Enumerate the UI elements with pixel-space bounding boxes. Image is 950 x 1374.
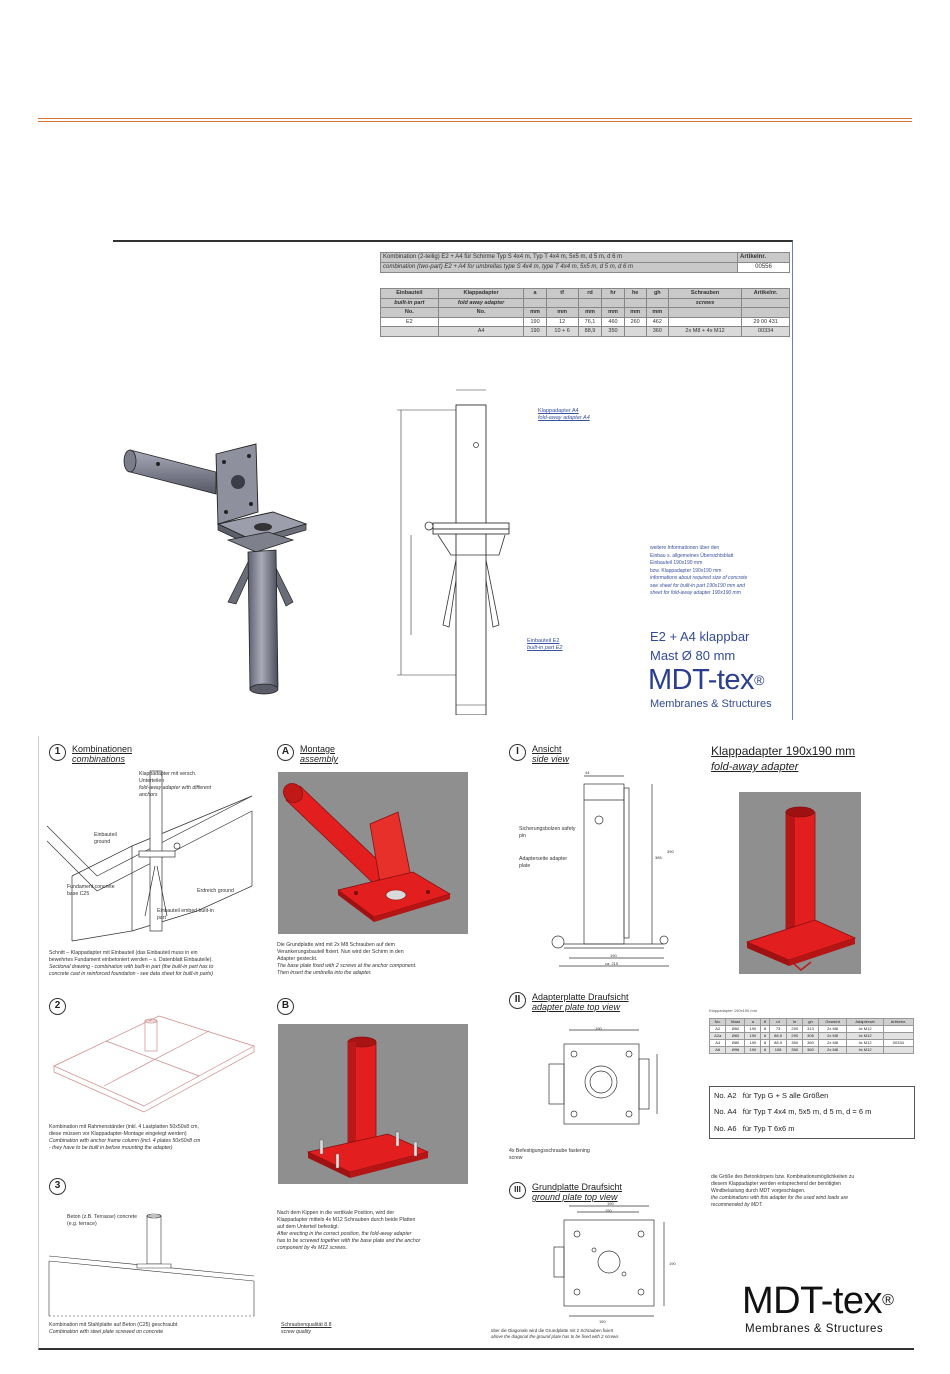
logo-subtitle: Membranes & Structures — [650, 698, 772, 710]
cell: 2x M8 — [818, 1033, 846, 1040]
label-adapter-en: fold-away adapter A4 — [538, 415, 590, 421]
order-art-label: Artikelnr. — [738, 253, 790, 263]
mdt-tex-logo — [742, 1281, 893, 1321]
cell: 2x M8 — [818, 1047, 846, 1054]
section-title-en: combinations — [72, 754, 126, 764]
th-unit: mm — [546, 308, 578, 318]
cell: 76,1 — [578, 317, 602, 327]
red-adapter-tilted — [278, 772, 468, 934]
section-title-en: adapter plate top view — [532, 1002, 621, 1012]
cell — [438, 317, 524, 327]
logo-reg: ® — [882, 1292, 894, 1309]
variant-no: No. A2 — [714, 1091, 737, 1100]
side-view-drawing — [544, 770, 694, 970]
cell: 260 — [624, 317, 646, 327]
th: tf — [761, 1019, 770, 1026]
dim: 190 — [669, 1261, 676, 1266]
cell: A4 — [710, 1040, 726, 1047]
th: he — [624, 289, 646, 299]
screw-quality-note — [281, 1322, 381, 1336]
variant-text: für Typ T 4x4 m, 5x5 m, d 5 m, d = 6 m — [742, 1107, 872, 1116]
cell: 73 — [769, 1026, 787, 1033]
callout-erdreich: Erdreich ground — [197, 888, 234, 894]
info-line: weitere Informationen über den — [650, 545, 720, 551]
assembly-render-b — [278, 1024, 468, 1184]
cell: 360 — [803, 1047, 819, 1054]
note-line: Windbelastung durch MDT vorgeschlagen. — [711, 1188, 806, 1194]
section-side-view — [509, 744, 569, 764]
variant-row — [714, 1107, 871, 1116]
note-line: die Größe des Betonkörpers bzw. Kombinationsmöglichkeiten zu — [711, 1174, 855, 1180]
caption-line: über die Diagonale wird die Grundplatte mit 2 Schrauben fixiert — [491, 1328, 614, 1333]
callout-adapter-plate: Adapterseite adapter plate — [519, 856, 568, 869]
table-row — [710, 1033, 914, 1040]
caption-line-en: Sectional drawing - combination with built-in part (the built-in part has to — [49, 964, 214, 970]
th: hr — [787, 1019, 803, 1026]
dim: 190 — [595, 1026, 602, 1031]
table-row — [381, 317, 790, 327]
section-number: 3 — [49, 1178, 66, 1195]
label-builtin-e2 — [527, 638, 562, 652]
th-en: built-in part — [381, 298, 439, 308]
cell: 360 — [803, 1040, 819, 1047]
section-title-de: Ansicht — [532, 744, 562, 754]
cell — [883, 1047, 913, 1054]
callout-fundament: Fundament concrete base C25 — [67, 884, 115, 897]
parts-table — [380, 288, 790, 337]
callout-safety-pin: Sicherungsbolzen safety pin — [519, 826, 576, 839]
label-builtin-en: built-in part E2 — [527, 645, 563, 651]
caption-line: Schnitt – Klappadapter mit Einbauteil (das Einbauteil muss in ein — [49, 950, 198, 956]
cell: 462 — [646, 317, 668, 327]
th: rd — [769, 1019, 787, 1026]
section-roman: III — [509, 1182, 526, 1199]
cell: 290 — [787, 1026, 803, 1033]
caption-line: Die Grundplatte wird mit 2x M8 Schrauben auf dem — [277, 942, 395, 948]
klappadapter-title: Klappadapter 190x190 mm — [711, 744, 856, 758]
section2-caption — [49, 1124, 274, 1152]
cell: 350 — [787, 1047, 803, 1054]
datasheet-fold-away-adapter — [38, 736, 914, 1350]
frame-plates-drawing — [49, 1006, 259, 1116]
table-row — [381, 327, 790, 337]
dim: ca. 215 — [605, 961, 619, 966]
cell — [381, 327, 439, 337]
assembly-render-a — [278, 772, 468, 934]
th: hr — [602, 289, 624, 299]
cell: 350 — [787, 1040, 803, 1047]
dim: 190 — [607, 1201, 614, 1206]
technical-side-view — [381, 375, 521, 715]
caption-line: auf dem Unterteil befestigt. — [277, 1224, 339, 1230]
section-combinations — [49, 744, 132, 764]
th-en: fold away adapter — [438, 298, 524, 308]
cell: 190 — [745, 1033, 761, 1040]
section-title-de: Grundplatte Draufsicht — [532, 1182, 623, 1192]
th-unit: No. — [438, 308, 524, 318]
info-line: informations about required size of concrete — [650, 575, 748, 581]
th: tf — [546, 289, 578, 299]
cell: 2x M8 — [818, 1026, 846, 1033]
screw-quality-en: screw quality — [281, 1329, 311, 1335]
red-adapter-upright — [278, 1024, 468, 1184]
caption-line: Verankerungsbauteil fixiert. Nun wird der Schirm in den — [277, 949, 404, 955]
caption-line-en: Then insert the umbrella into the adapter. — [277, 970, 372, 976]
adapter-variants-box — [709, 1086, 915, 1139]
th-unit: No. — [381, 308, 439, 318]
cell: Ø60 — [726, 1033, 745, 1040]
order-title-en: combination (two-part) E2 + A4 for umbrellas type S 4x4 m, type T 4x4 m, 5x5 m, d 5 m, d 6 m — [381, 263, 738, 273]
cell: 10 + 6 — [546, 327, 578, 337]
section-erect — [277, 998, 294, 1015]
cell: 190 — [745, 1026, 761, 1033]
adapter-render — [739, 792, 861, 974]
section-title-de: Kombinationen — [72, 744, 133, 754]
cell: 88,9 — [578, 327, 602, 337]
section-assembly — [277, 744, 338, 764]
section-number: 2 — [49, 998, 66, 1015]
cell: 12 — [546, 317, 578, 327]
section-letter: A — [277, 744, 294, 761]
variant-row — [714, 1091, 828, 1100]
cell: 88,9 — [769, 1040, 787, 1047]
cell: Ø80 — [726, 1040, 745, 1047]
caption-line: Klappadapter mittels 4x M12 Schrauben durch beide Platten — [277, 1217, 416, 1223]
logo-text: MDT-tex — [742, 1280, 883, 1322]
callout-beton: Beton (z.B. Terrasse) concrete (e.g. terrace) — [67, 1214, 137, 1227]
info-line: bzw. Klappadapter 190x190 mm — [650, 567, 722, 574]
section-ground-top-view — [509, 1182, 622, 1202]
th: a — [524, 289, 546, 299]
info-line: Einbau s. allgemeines Übersichtsblatt — [650, 552, 734, 559]
dim: 390 — [667, 849, 674, 854]
table-row — [710, 1026, 914, 1033]
cell: A2a — [710, 1033, 726, 1040]
adapter-sizes-table — [709, 1018, 914, 1054]
mast-size: Mast Ø 80 mm — [650, 648, 736, 663]
label-adapter-a4 — [538, 408, 590, 422]
section-roman: II — [509, 992, 526, 1009]
logo-text: MDT-tex — [648, 664, 755, 696]
datasheet-e2-a4 — [113, 240, 793, 720]
ground-plate-top-drawing — [539, 1202, 679, 1326]
cell: A6 — [710, 1047, 726, 1054]
label-builtin-de: Einbauteil E2 — [527, 638, 560, 644]
th: Adapterset — [847, 1019, 883, 1026]
variant-text: für Typ T 6x6 m — [742, 1124, 795, 1133]
cell: 460 — [602, 317, 624, 327]
caption-line-en: After erecting in the correct position, the fold-away adapter — [277, 1231, 412, 1237]
cell: 350 — [602, 327, 624, 337]
cell: 190 — [524, 317, 546, 327]
section-title-en: assembly — [300, 754, 339, 764]
caption-line-en: Combination with anchor frame column (incl. 4 plates 50x50x8 cm — [49, 1138, 201, 1144]
info-line: see sheet for built-in part 190x190 mm and — [650, 582, 746, 589]
cell: Ø96 — [726, 1047, 745, 1054]
callout-embed: Einbauteil embed built-in part — [157, 908, 214, 921]
cell: 29 00 431 — [742, 317, 790, 327]
th: Klappadapter — [438, 289, 524, 299]
cell: E2 — [381, 317, 439, 327]
cell: 190 — [745, 1047, 761, 1054]
note-line-en: recommended by MDT. — [711, 1202, 763, 1208]
th: gh — [803, 1019, 819, 1026]
info-line: Einbauteil 190x190 mm — [650, 560, 703, 566]
adapter-plate-top-drawing — [529, 1024, 669, 1144]
info-text — [650, 545, 790, 598]
section3-caption — [49, 1322, 274, 1336]
logo-subtitle: Membranes & Structures — [745, 1323, 884, 1335]
cell: 4x M12 — [847, 1047, 883, 1054]
cell: A2 — [710, 1026, 726, 1033]
cell: 190 — [745, 1040, 761, 1047]
cell: 190 — [524, 327, 546, 337]
th: rd — [578, 289, 602, 299]
section-letter: B — [277, 998, 294, 1015]
variant-row — [714, 1124, 794, 1133]
section-title-de: Adapterplatte Draufsicht — [532, 992, 629, 1002]
th: Mast — [726, 1019, 745, 1026]
th-unit: mm — [624, 308, 646, 318]
isometric-adapter-drawing — [118, 432, 343, 702]
cell: 8 — [761, 1040, 770, 1047]
section-a-caption — [277, 942, 467, 977]
table-row — [710, 1047, 914, 1054]
caption-line-en: component by 4x M12 screws. — [277, 1245, 348, 1251]
order-art-value: 00556 — [738, 263, 790, 273]
header-rule — [38, 118, 912, 122]
th: No. — [710, 1019, 726, 1026]
steel-plate-drawing — [44, 1206, 259, 1321]
cell: 8 — [761, 1026, 770, 1033]
cell — [883, 1033, 913, 1040]
cell: 4x M12 — [847, 1033, 883, 1040]
caption-line-en: The base plate fixed with 2 screws at the anchor component. — [277, 963, 417, 969]
dim: 190 — [610, 953, 617, 958]
th-unit: mm — [524, 308, 546, 318]
callout-fastening-screw: 4x Befestigungsschraube fastening screw — [509, 1148, 590, 1161]
cell: 360 — [646, 327, 668, 337]
callout-einbauteil: Einbauteil ground — [94, 832, 117, 845]
dim: 44 — [585, 770, 590, 775]
th-unit: mm — [646, 308, 668, 318]
ground-plate-caption — [491, 1328, 701, 1339]
cell: 2x M8 — [818, 1040, 846, 1047]
cell: 00334 — [742, 327, 790, 337]
section-title-en: side view — [532, 754, 570, 764]
th: Gewicht — [818, 1019, 846, 1026]
small-table-title: Klappadapter 190x190 mm — [709, 1008, 758, 1013]
note-line-en: the combinations with this adapter for the used wind loads are — [711, 1195, 849, 1201]
variant-no: No. A4 — [714, 1107, 737, 1116]
caption-line-en: above the diagonal the ground plate has to be fixed with 2 screws — [491, 1333, 619, 1339]
th-unit: mm — [578, 308, 602, 318]
th: Artikelnr. — [742, 289, 790, 299]
variant-text: für Typ G + S alle Größen — [742, 1091, 829, 1100]
variant-no: No. A6 — [714, 1124, 737, 1133]
th: gh — [646, 289, 668, 299]
caption-line-en: - they have to be built in before mounting the adapter) — [49, 1145, 173, 1151]
th: Artikelnr. — [883, 1019, 913, 1026]
caption-line: Adapter gesteckt. — [277, 956, 318, 962]
cell: 88,9 — [769, 1033, 787, 1040]
section-roman: I — [509, 744, 526, 761]
caption-line: diese müssen vor Klappadapter-Montage eingelegt werden) — [49, 1131, 187, 1137]
th: Schrauben — [668, 289, 741, 299]
order-table — [380, 252, 790, 273]
section-number: 1 — [49, 744, 66, 761]
cell: 00334 — [883, 1040, 913, 1047]
section1-caption — [49, 950, 269, 978]
caption-line: bewehrtes Fundament einbetoniert werden – s. Datenblatt Einbauteile). — [49, 957, 213, 963]
dim: 150 — [605, 1208, 612, 1213]
section-title-en: ground plate top view — [532, 1192, 618, 1202]
caption-line: Nach dem Kippen in die vertikale Position, wird der — [277, 1210, 395, 1216]
cell: 290 — [787, 1033, 803, 1040]
cell — [883, 1026, 913, 1033]
label-adapter-de: Klappadapter A4 — [538, 408, 579, 414]
size-note — [711, 1174, 911, 1209]
caption-line-en: has to be screwed together with the base plate and the anchor — [277, 1238, 421, 1244]
mdt-tex-logo — [648, 664, 764, 696]
section-b-caption — [277, 1210, 477, 1252]
th: a — [745, 1019, 761, 1026]
cell — [624, 327, 646, 337]
klappadapter-subtitle: fold-away adapter — [711, 761, 799, 773]
th-en: screws — [668, 298, 741, 308]
product-title: E2 + A4 klappbar — [650, 629, 750, 644]
caption-line-en: concrete cast in reinforced foundation - see data sheet for built-in parts) — [49, 971, 214, 977]
cell: Ø60 — [726, 1026, 745, 1033]
th-unit: mm — [602, 308, 624, 318]
section-adapter-top-view — [509, 992, 629, 1012]
section-title-de: Montage — [300, 744, 336, 754]
callout-adapter: Klappadapter mit versch. Unterteilen — [139, 771, 197, 784]
order-title-de: Kombination (2-teilig) E2 + A4 für Schirme Typ S 4x4 m, Typ T 4x4 m, 5x5 m, d 5 m, d 6 m — [381, 253, 738, 263]
callout-adapter-en: fold-away adapter with different anchors — [139, 785, 212, 798]
dim: 385 — [655, 855, 662, 860]
table-row — [710, 1040, 914, 1047]
cell: 108 — [769, 1047, 787, 1054]
cell: 4x M12 — [847, 1026, 883, 1033]
cell: 306 — [803, 1033, 819, 1040]
cell: 2x M8 + 4x M12 — [668, 327, 741, 337]
cell: A4 — [438, 327, 524, 337]
logo-reg: ® — [754, 672, 764, 688]
th: Einbauteil — [381, 289, 439, 299]
screw-quality: Schraubenqualität 8.8 — [281, 1322, 332, 1328]
section-steel-plate — [49, 1178, 66, 1195]
cell — [668, 317, 741, 327]
caption-line: Kombination mit Rahmenständer (inkl. 4 Lastplatten 50x50x8 cm, — [49, 1124, 199, 1130]
cell: 8 — [761, 1033, 770, 1040]
info-line: sheet for fold-away adapter 190x190 mm — [650, 590, 741, 596]
caption-line-en: Combination with steel plate screwed on concrete — [49, 1329, 164, 1335]
cell: 8 — [761, 1047, 770, 1054]
cell: 313 — [803, 1026, 819, 1033]
note-line: diesem Klappadapter werden entsprechend der benötigten — [711, 1181, 842, 1187]
dim: 150 — [599, 1319, 606, 1324]
cell: 4x M12 — [847, 1040, 883, 1047]
caption-line: Kombination mit Stahlplatte auf Beton (C25) geschraubt — [49, 1322, 178, 1328]
red-adapter-render — [739, 792, 861, 974]
